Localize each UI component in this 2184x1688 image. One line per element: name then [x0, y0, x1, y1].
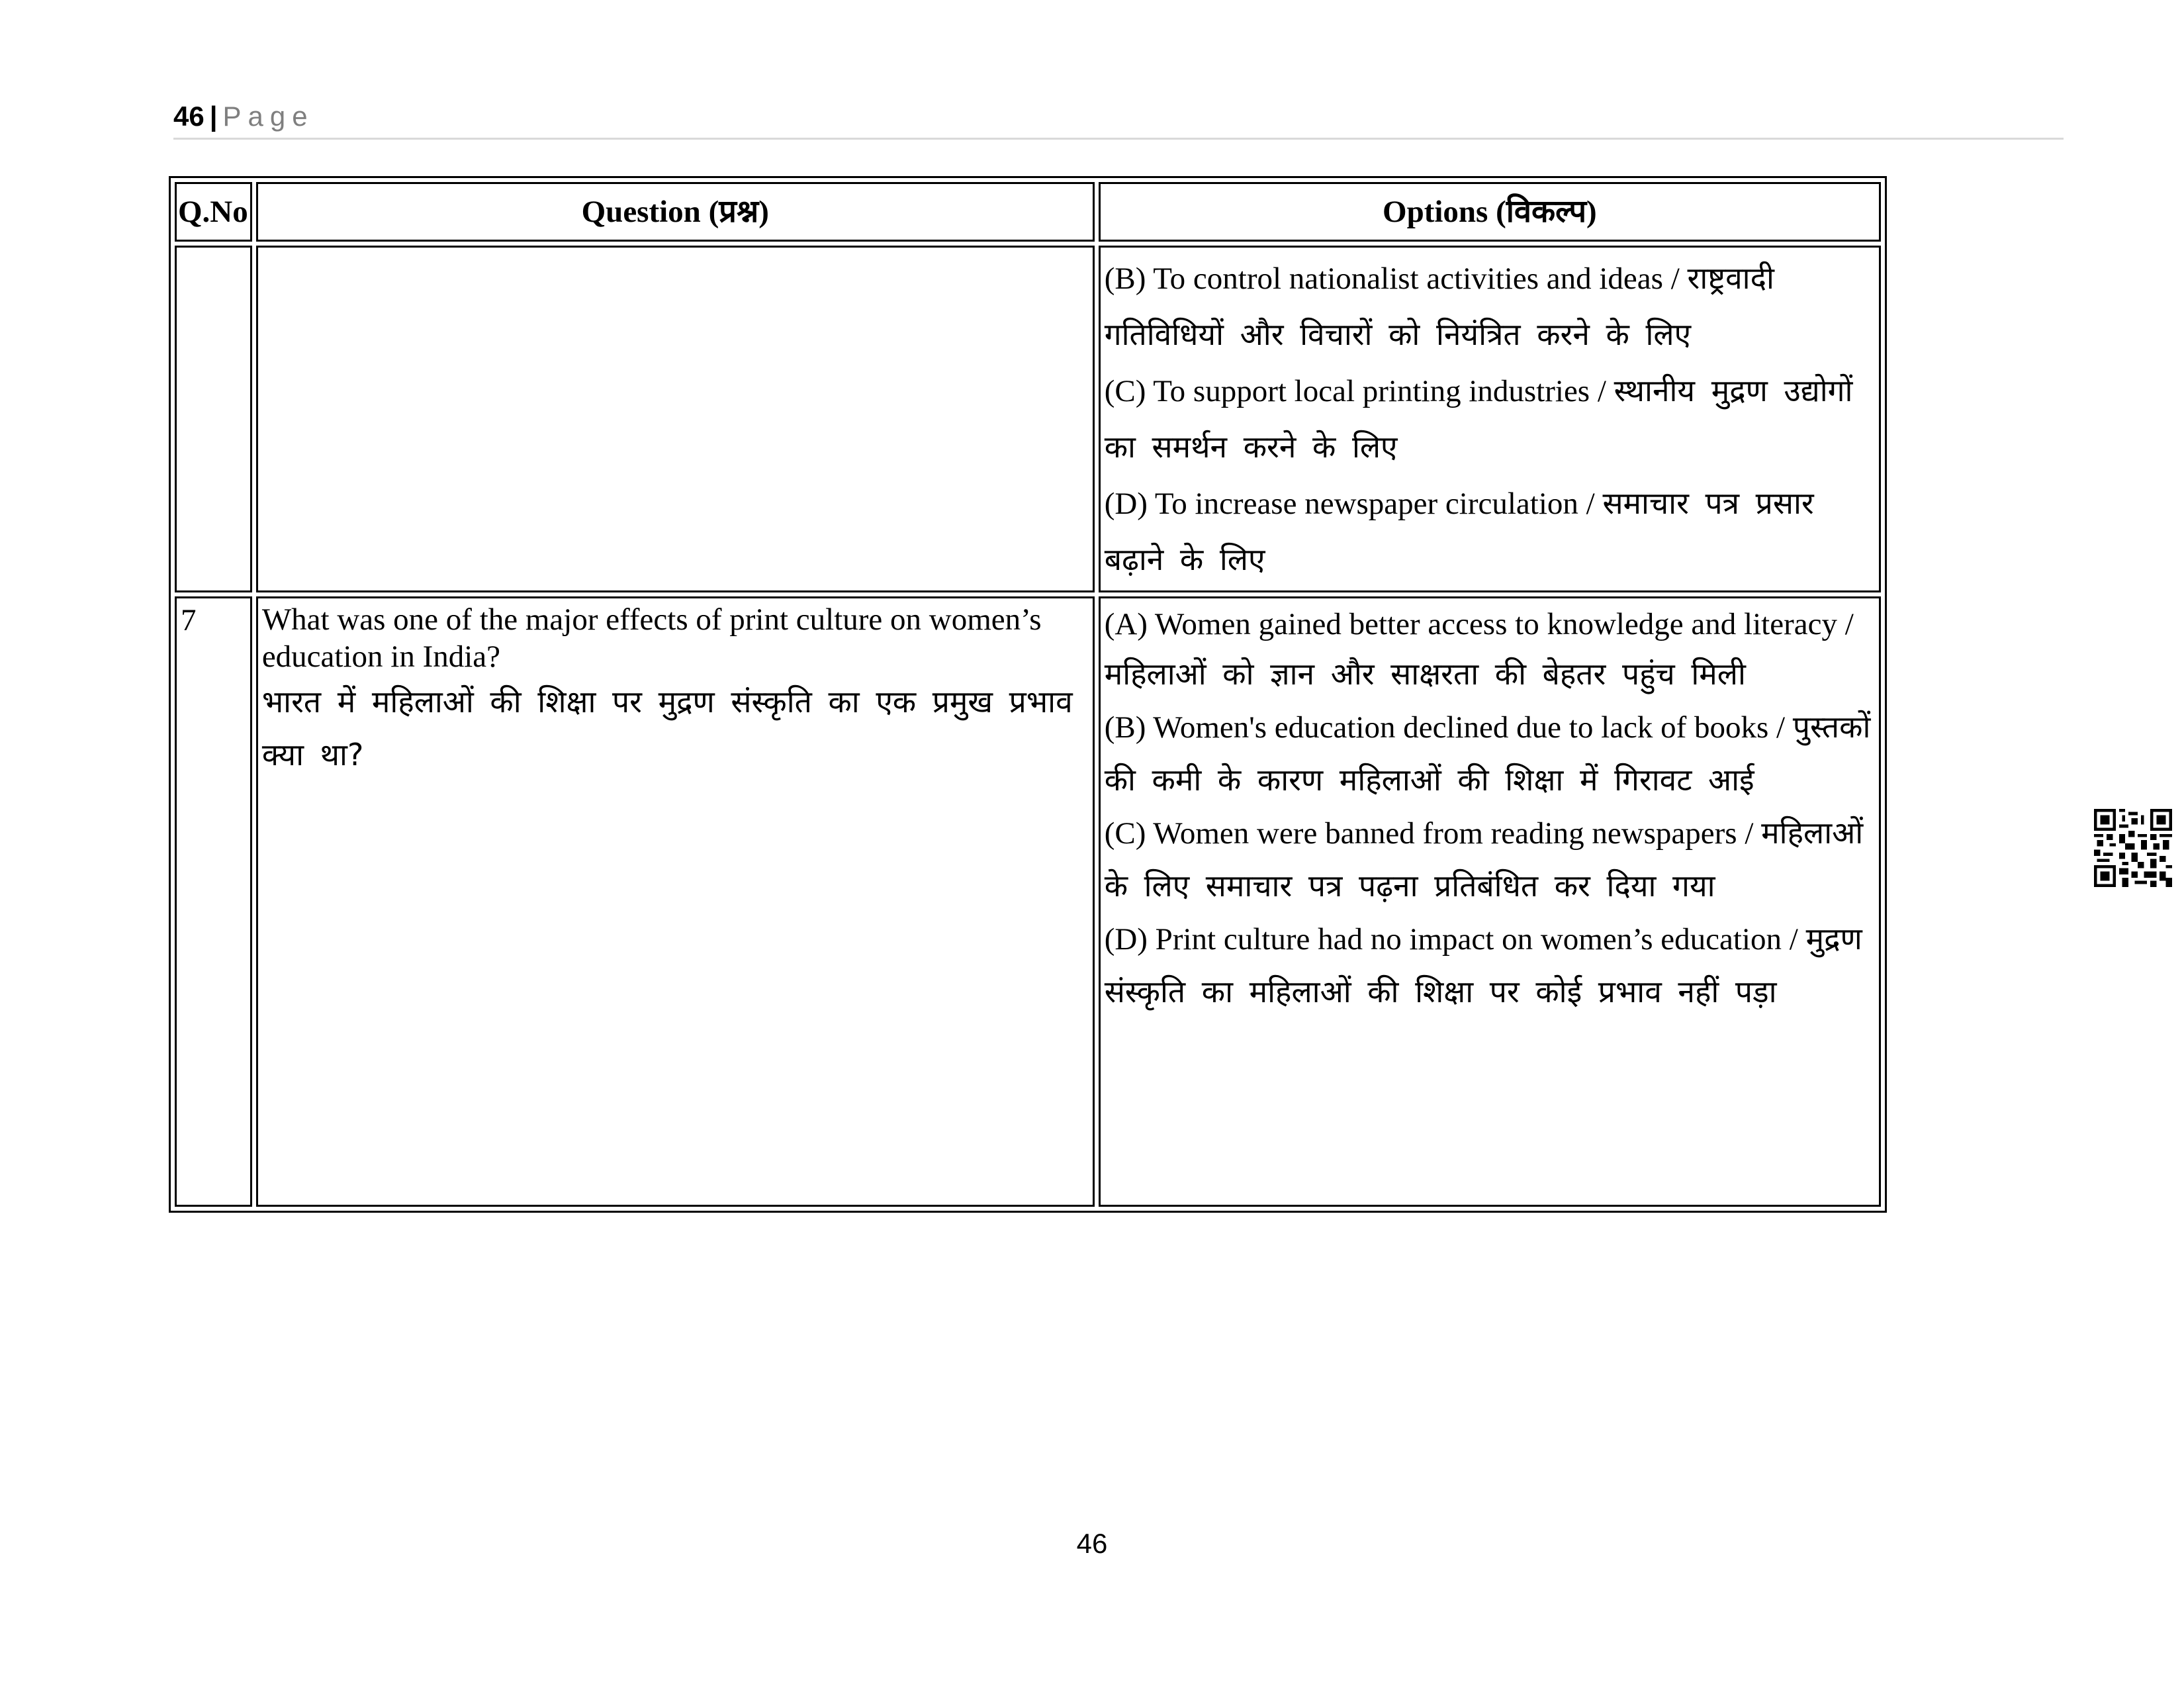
options-cell: [1099, 246, 1881, 592]
options-cell: [1099, 596, 1881, 1207]
option-d: [1105, 475, 1875, 588]
option-c-en: (C) Women were banned from reading newspapers /: [1104, 816, 1762, 851]
option-b-en: (B) Women's education declined due to lack of books /: [1104, 710, 1793, 745]
qno-cell: [175, 246, 252, 592]
question-cell: [256, 596, 1095, 1207]
option-d-en: (D) Print culture had no impact on women’s education /: [1104, 922, 1806, 957]
header-options: Options (विकल्प): [1099, 182, 1881, 242]
table-row-continued: [175, 246, 1881, 592]
qr-code-icon: [2094, 809, 2172, 887]
option-b-hi: राष्ट्रवादी गतिविधियों और विचारों को नियंत्रित करने के लिए: [1104, 260, 1774, 352]
option-c-hi: स्थानीय मुद्रण उद्योगों का समर्थन करने के लिए: [1104, 373, 1853, 465]
option-b: [1105, 700, 1875, 806]
page-footer-number: 46: [1076, 1528, 1108, 1559]
qno-cell: 7: [175, 596, 252, 1207]
question-cell: [256, 246, 1095, 592]
option-c-hi: महिलाओं के लिए समाचार पत्र पढ़ना प्रतिबंधित कर दिया गया: [1104, 815, 1864, 904]
table-header-row: [175, 182, 1881, 242]
option-d-hi: समाचार पत्र प्रसार बढ़ाने के लिए: [1104, 485, 1814, 577]
option-b-en: (B) To control nationalist activities and ideas /: [1104, 261, 1688, 296]
option-c: [1105, 806, 1875, 912]
header-question: Question (प्रश्न): [256, 182, 1095, 242]
option-d-en: (D) To increase newspaper circulation /: [1104, 487, 1603, 521]
header-separator: |: [209, 101, 218, 132]
option-c: [1105, 363, 1875, 475]
option-b: [1105, 250, 1875, 363]
option-b-hi: पुस्तकों की कमी के कारण महिलाओं की शिक्षा में गिरावट आई: [1104, 709, 1871, 798]
question-7-hi: भारत में महिलाओं की शिक्षा पर मुद्रण संस्कृति का एक प्रमुख प्रभाव क्या था?: [261, 684, 1073, 773]
header-qno: Q.No: [175, 182, 252, 242]
question-table: [169, 176, 1887, 1213]
option-a: [1105, 601, 1875, 700]
option-d-hi: मुद्रण संस्कृति का महिलाओं की शिक्षा पर कोई प्रभाव नहीं पड़ा: [1104, 921, 1862, 1009]
header-page-number: 46: [173, 101, 205, 132]
option-a-en: (A) Women gained better access to knowledge and literacy /: [1104, 607, 1854, 641]
header-page-word: Page: [222, 101, 314, 132]
question-7-en: What was one of the major effects of print culture on women’s education in India?: [261, 602, 1042, 674]
option-d: [1105, 912, 1875, 1018]
option-a-hi: महिलाओं को ज्ञान और साक्षरता की बेहतर पहुंच मिली: [1104, 656, 1746, 692]
table-row-question-7: [175, 596, 1881, 1207]
option-c-en: (C) To support local printing industries /: [1104, 374, 1614, 408]
page-header: [173, 98, 2064, 140]
